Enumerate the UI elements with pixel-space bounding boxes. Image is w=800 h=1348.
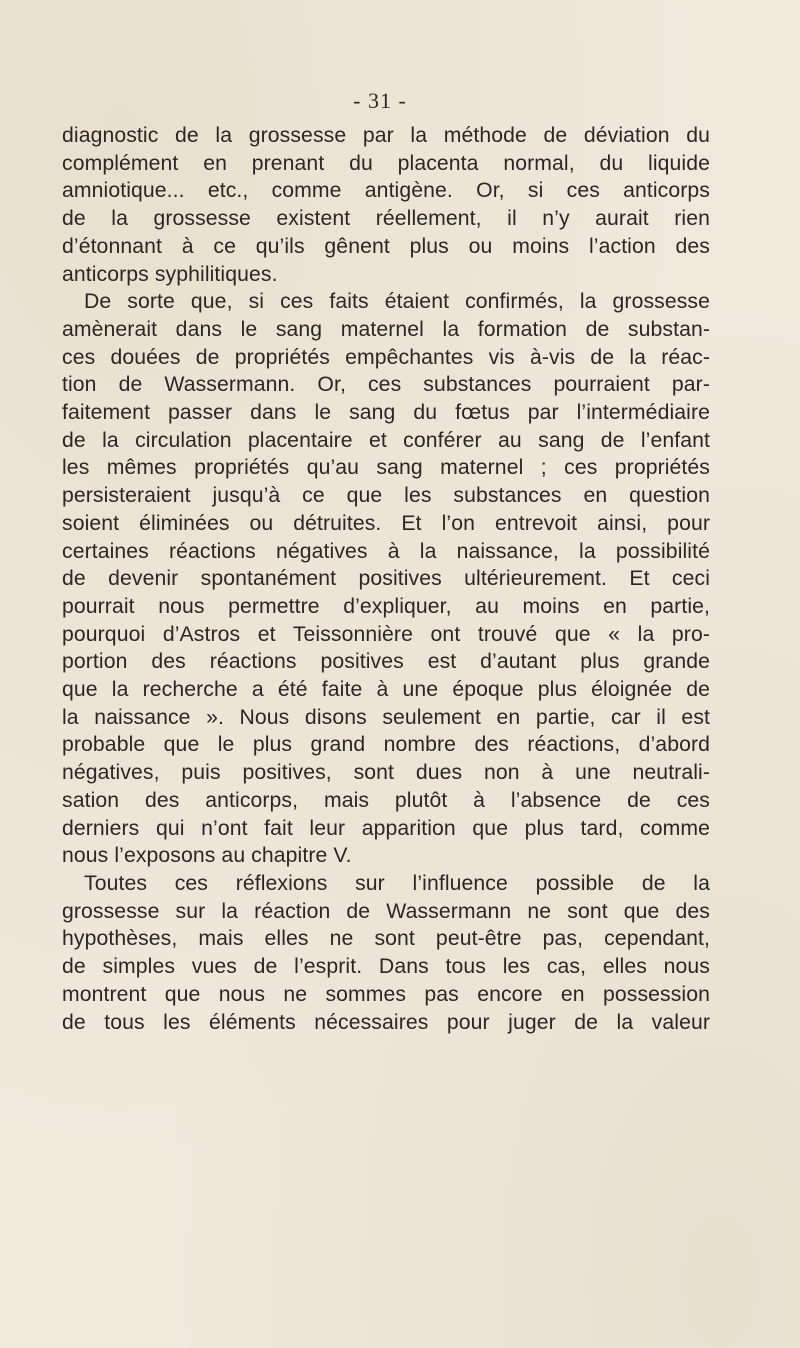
text-line: tion de Wassermann. Or, ces substances pourraient par- bbox=[62, 373, 710, 397]
text-line: derniers qui n’ont fait leur apparition que plus tard, comme bbox=[62, 816, 710, 840]
text-line: sation des anticorps, mais plutôt à l’absence de ces bbox=[62, 788, 710, 812]
text-line: montrent que nous ne sommes pas encore en possession bbox=[62, 982, 710, 1006]
text-line: amniotique... etc., comme antigène. Or, si ces anticorps bbox=[62, 179, 710, 203]
text-line: négatives, puis positives, sont dues non à une neutrali- bbox=[62, 761, 710, 785]
text-line: diagnostic de la grossesse par la méthode de déviation du bbox=[62, 124, 710, 147]
text-line: pourrait nous permettre d’expliquer, au moins en partie, bbox=[62, 594, 710, 618]
text-line: ces douées de propriétés empêchantes vis à-vis de la réac- bbox=[62, 345, 710, 369]
text-line: grossesse sur la réaction de Wassermann ne sont que des bbox=[62, 899, 710, 923]
text-line: Toutes ces réflexions sur l’influence possible de la bbox=[84, 871, 710, 895]
text-line: amènerait dans le sang maternel la formation de substan- bbox=[62, 317, 710, 341]
text-line: de tous les éléments nécessaires pour juger de la valeur bbox=[62, 1010, 710, 1034]
text-line: de la circulation placentaire et conférer au sang de l’enfant bbox=[62, 428, 710, 452]
text-line: de la grossesse existent réellement, il n’y aurait rien bbox=[62, 207, 710, 231]
text-line: De sorte que, si ces faits étaient confirmés, la grossesse bbox=[84, 290, 710, 314]
text-line: que la recherche a été faite à une époque plus éloignée de bbox=[62, 678, 710, 702]
text-line: certaines réactions négatives à la naissance, la possibilité bbox=[62, 539, 710, 563]
text-line: complément en prenant du placenta normal, du liquide bbox=[62, 151, 710, 175]
text-line: persisteraient jusqu’à ce que les substances en question bbox=[62, 484, 710, 508]
page-number: - 31 - bbox=[353, 88, 407, 113]
text-line: anticorps syphilitiques. bbox=[62, 262, 278, 286]
body-text bbox=[62, 122, 710, 1036]
text-line: faitement passer dans le sang du fœtus par l’intermédiaire bbox=[62, 401, 710, 425]
text-line: la naissance ». Nous disons seulement en partie, car il est bbox=[62, 705, 710, 729]
text-line: d’étonnant à ce qu’ils gênent plus ou moins l’action des bbox=[62, 234, 710, 258]
text-line: hypothèses, mais elles ne sont peut-être pas, cependant, bbox=[62, 927, 710, 951]
text-line: de simples vues de l’esprit. Dans tous les cas, elles nous bbox=[62, 955, 710, 979]
text-line: de devenir spontanément positives ultérieurement. Et ceci bbox=[62, 567, 710, 591]
text-line: probable que le plus grand nombre des réactions, d’abord bbox=[62, 733, 710, 757]
text-line: pourquoi d’Astros et Teissonnière ont trouvé que « la pro- bbox=[62, 622, 710, 646]
text-line: soient éliminées ou détruites. Et l’on entrevoit ainsi, pour bbox=[62, 511, 710, 535]
text-line: portion des réactions positives est d’autant plus grande bbox=[62, 650, 710, 674]
text-line: les mêmes propriétés qu’au sang maternel ; ces propriétés bbox=[62, 456, 710, 480]
text-line: nous l’exposons au chapitre V. bbox=[62, 844, 352, 868]
